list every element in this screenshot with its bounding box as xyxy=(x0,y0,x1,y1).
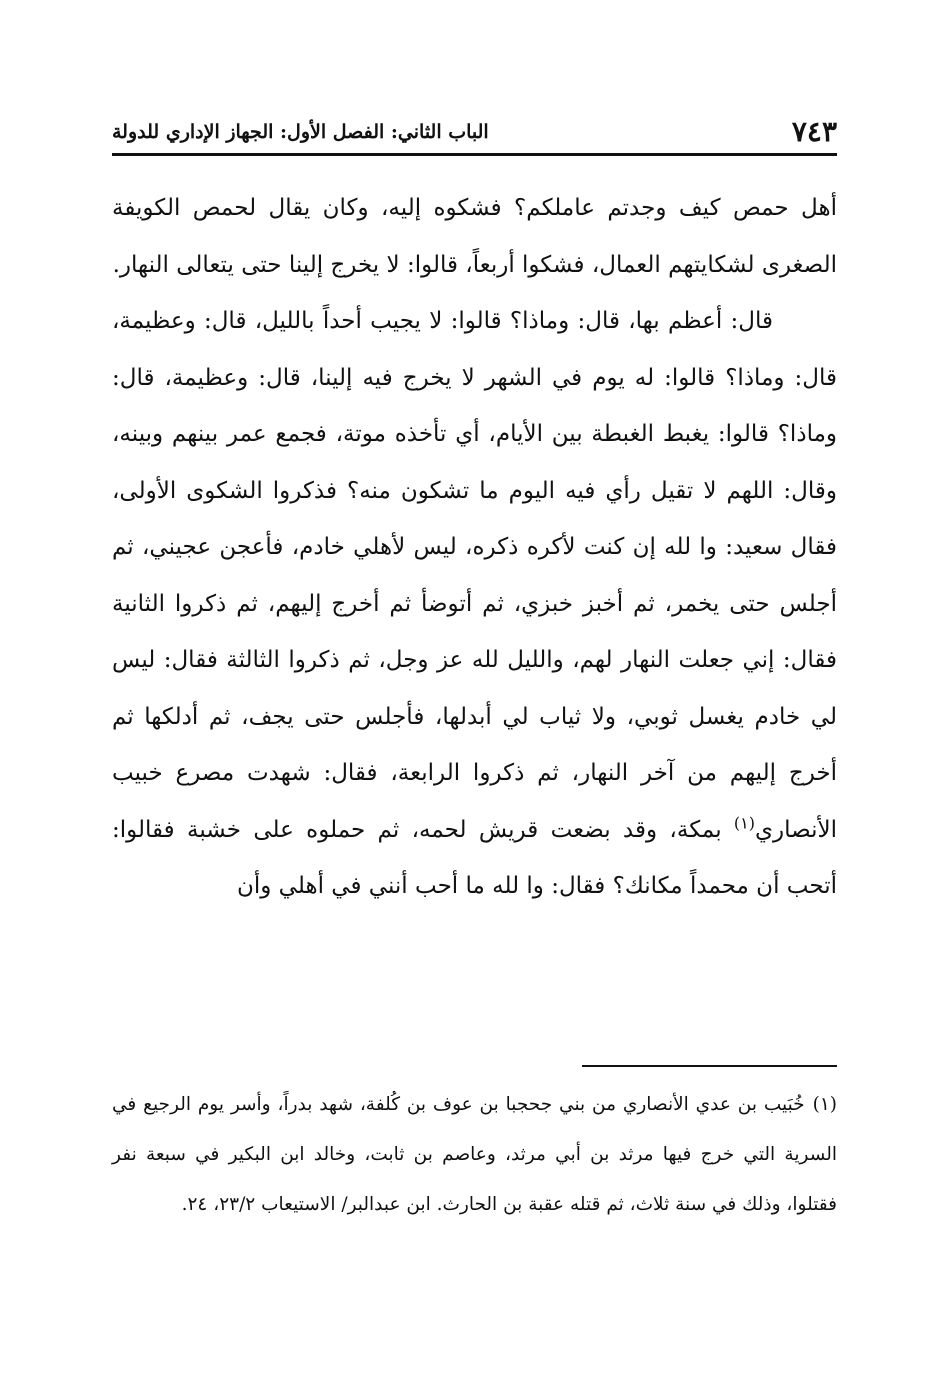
footnote-reference[interactable]: (١) xyxy=(733,812,756,832)
footnote xyxy=(112,1080,837,1230)
footnote-text: خُبَيب بن عدي الأنصاري من بني جحجبا بن عوف بن كُلفة، شهد بدراً، وأسر يوم الرجيع في السرية التي خرج فيها مرثد بن أبي مرثد، وعاصم بن ثابت، وخالد ابن البكير في سبعة نفر فقتلوا، وذلك في سنة ثلاث، ثم قتله عقبة بن الحارث. ابن عبدالبر/ الاستيعاب ٢٣/٢، ٢٤. xyxy=(112,1094,837,1215)
paragraph-1: أهل حمص كيف وجدتم عاملكم؟ فشكوه إليه، وكان يقال لحمص الكويفة الصغرى لشكايتهم العمال، فشكوا أربعاً، قالوا: لا يخرج إلينا حتى يتعالى النهار. xyxy=(112,195,837,278)
running-title: الباب الثاني: الفصل الأول: الجهاز الإداري للدولة xyxy=(112,121,489,143)
page-number: ٧٤٣ xyxy=(791,115,837,148)
main-text xyxy=(112,180,837,915)
paragraph-2-part-2: بمكة، وقد بضعت قريش لحمه، ثم حملوه على خشبة فقالوا: أتحب أن محمداً مكانك؟ فقال: وا لله ما أحب أنني في أهلي وأن xyxy=(112,816,837,899)
footnote-marker: (١) xyxy=(812,1094,837,1115)
paragraph-2-part-1: قال: أعظم بها، قال: وماذا؟ قالوا: لا يجيب أحداً بالليل، قال: وعظيمة، قال: وماذا؟ قالوا: له يوم في الشهر لا يخرج فيه إلينا، قال: وعظيمة، قال: وماذا؟ قالوا: يغبط الغبطة بين الأيام، أي تأخذه موتة، فجمع عمر بينهم وبينه، وقال: اللهم لا تقيل رأي فيه اليوم ما تشكون منه؟ فذكروا الشكوى الأولى، فقال سعيد: وا لله إن كنت لأكره ذكره، ليس لأهلي خادم، فأعجن عجيني، ثم أجلس حتى يخمر، ثم أخبز خبزي، ثم أتوضأ ثم أخرج إليهم، ثم ذكروا الثانية فقال: إني جعلت النهار لهم، والليل لله عز وجل، ثم ذكروا الثالثة فقال: ليس لي خادم يغسل ثوبي، ولا ثياب لي أبدلها، فأجلس حتى يجف، ثم أدلكها ثم أخرج إليهم من آخر النهار، ثم ذكروا الرابعة، فقال: شهدت مصرع خبيب الأنصاري xyxy=(112,308,837,843)
footnote-rule xyxy=(582,1065,837,1067)
paragraph-2 xyxy=(112,293,837,915)
page-header xyxy=(112,110,837,154)
header-rule xyxy=(112,153,837,156)
